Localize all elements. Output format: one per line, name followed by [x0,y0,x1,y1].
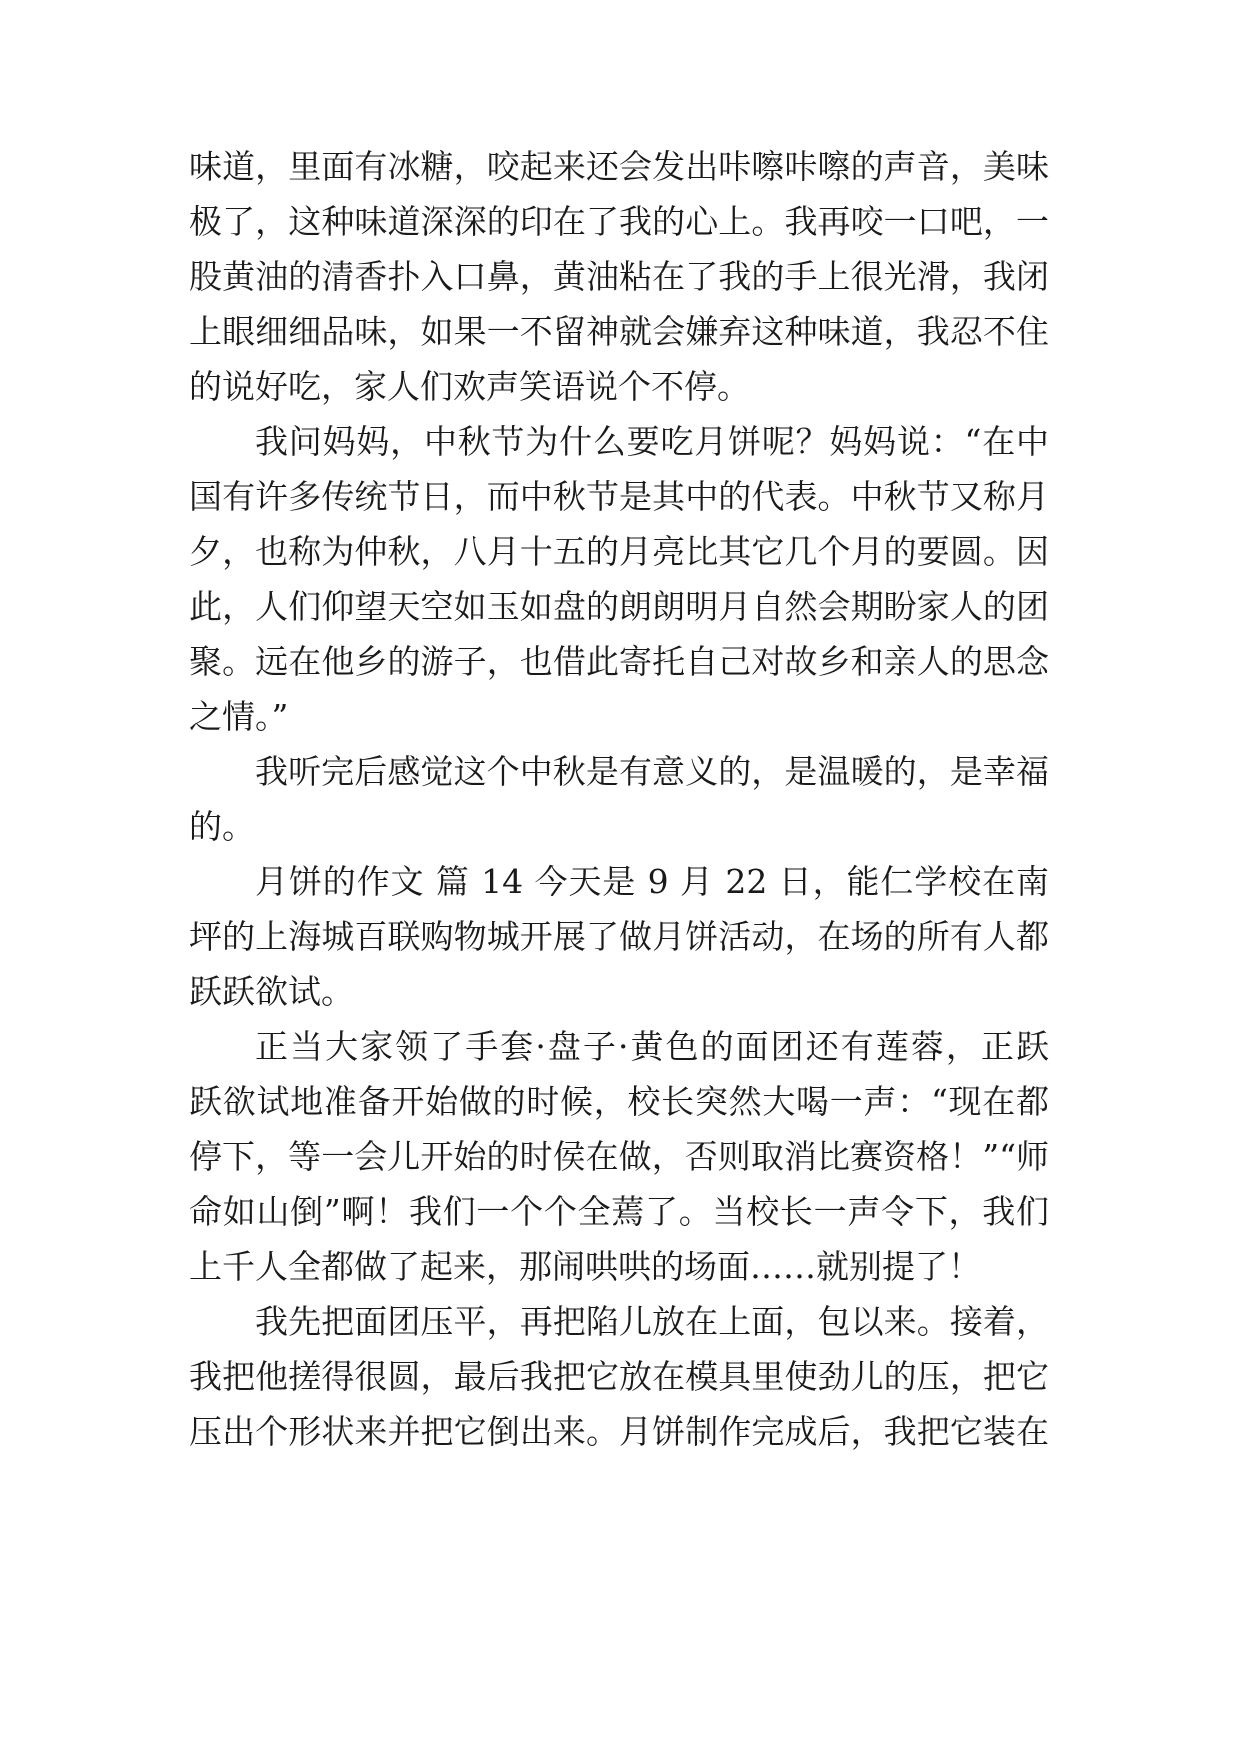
text-line: 味道，里面有冰糖，咬起来还会发出咔嚓咔嚓的声音，美味 [189,147,1049,186]
text-line: 我把他搓得很圆，最后我把它放在模具里使劲儿的压，把它 [189,1357,1049,1396]
text-line: 坪的上海城百联购物城开展了做月饼活动，在场的所有人都 [189,917,1049,956]
text-line: 股黄油的清香扑入口鼻，黄油粘在了我的手上很光滑，我闭 [189,257,1049,296]
text-line: 我先把面团压平，再把陷儿放在上面，包以来。接着， [255,1302,1049,1341]
text-line: 上千人全都做了起来，那闹哄哄的场面……就别提了！ [189,1247,981,1286]
text-line: 的。 [189,807,255,846]
text-line: 压出个形状来并把它倒出来。月饼制作完成后，我把它装在 [189,1412,1049,1451]
text-line: 夕，也称为仲秋，八月十五的月亮比其它几个月的要圆。因 [189,532,1049,571]
text-line: 命如山倒”啊！我们一个个全蔫了。当校长一声令下，我们 [189,1192,1049,1231]
text-line: 极了，这种味道深深的印在了我的心上。我再咬一口吧，一 [189,202,1049,241]
text-line: 上眼细细品味，如果一不留神就会嫌弃这种味道，我忍不住 [189,312,1049,351]
text-line: 国有许多传统节日，而中秋节是其中的代表。中秋节又称月 [189,477,1049,516]
text-line: 停下，等一会儿开始的时侯在做，否则取消比赛资格！”“师 [189,1137,1049,1176]
text-line: 跃欲试地准备开始做的时候，校长突然大喝一声：“现在都 [189,1082,1049,1121]
text-line: 聚。远在他乡的游子，也借此寄托自己对故乡和亲人的思念 [189,642,1049,681]
text-line: 跃跃欲试。 [189,972,354,1011]
text-line: 我听完后感觉这个中秋是有意义的，是温暖的，是幸福 [255,752,1049,791]
text-line: 的说好吃，家人们欢声笑语说个不停。 [189,367,750,406]
text-line: 我问妈妈，中秋节为什么要吃月饼呢？妈妈说：“在中 [255,422,1049,461]
text-line: 此，人们仰望天空如玉如盘的朗朗明月自然会期盼家人的团 [189,587,1049,626]
text-line: 之情。” [189,697,289,736]
text-line: 正当大家领了手套·盘子·黄色的面团还有莲蓉，正跃 [255,1027,1049,1066]
text-line: 月饼的作文 篇 14 今天是 9 月 22 日，能仁学校在南 [255,862,1050,901]
